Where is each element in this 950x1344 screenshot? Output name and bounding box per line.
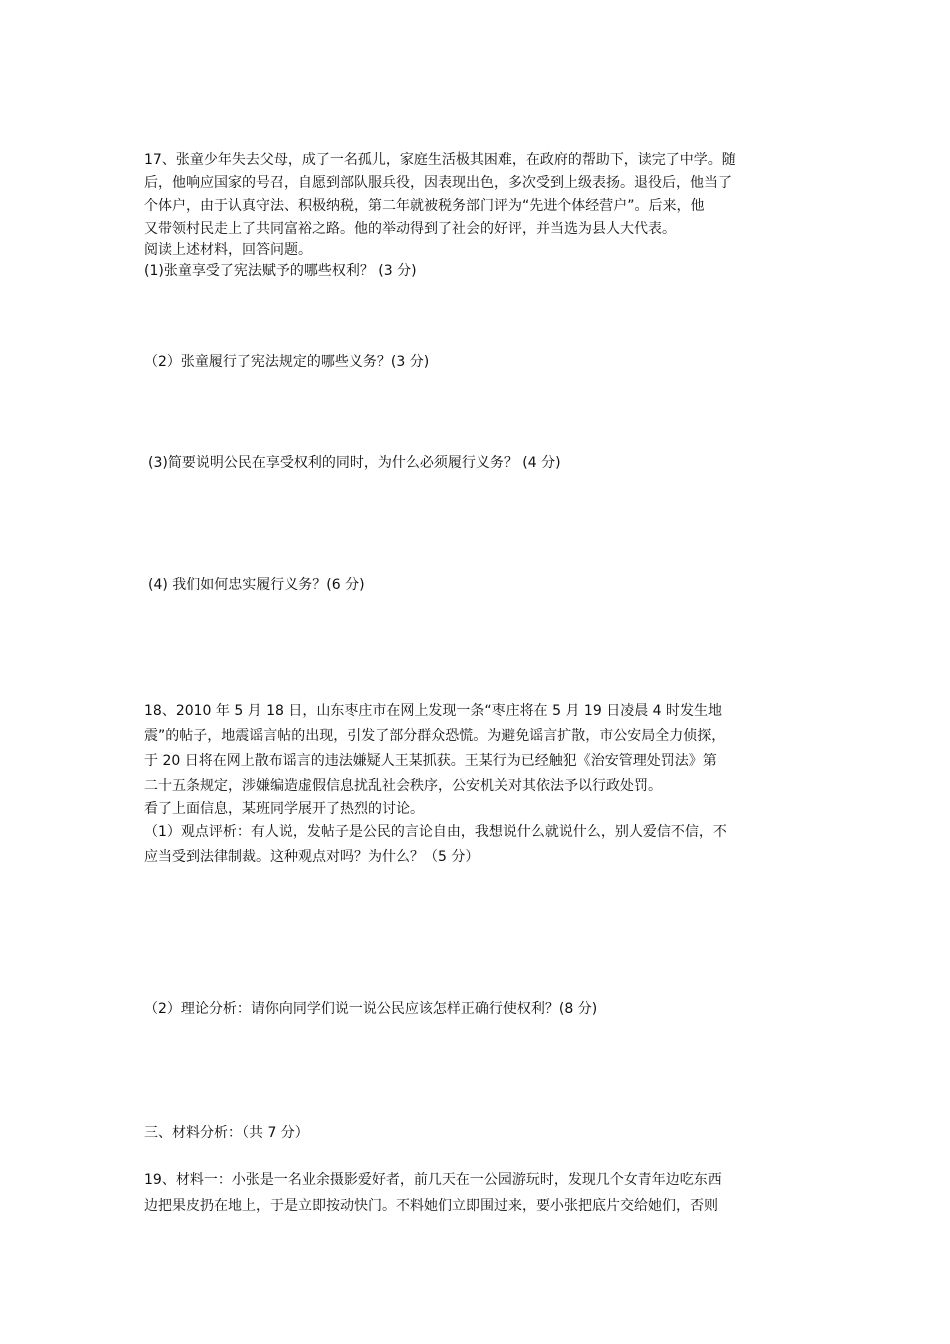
q17-line-4: 又带领村民走上了共同富裕之路。他的举动得到了社会的好评，并当选为县人大代表。 (144, 221, 676, 237)
q17-sub-question-4: (4) 我们如何忠实履行义务？(6 分) (148, 577, 365, 593)
q18-line-2: 震”的帖子，地震谣言帖的出现，引发了部分群众恐慌。为避免谣言扩散，市公安局全力侦探， (144, 728, 726, 744)
section-3-heading: 三、材料分析：（共 7 分） (144, 1125, 309, 1141)
q17-instruction: 阅读上述材料，回答问题。 (144, 242, 312, 258)
q17-sub-question-2: （2）张童履行了宪法规定的哪些义务？(3 分) (144, 354, 430, 370)
q17-line-3: 个体户，由于认真守法、积极纳税，第二年就被税务部门评为“先进个体经营户”。后来，他 (144, 198, 705, 214)
q18-line-5: 看了上面信息，某班同学展开了热烈的讨论。 (144, 801, 424, 817)
q18-line-1: 18、2010 年 5 月 18 日，山东枣庄市在网上发现一条“枣庄将在 5 月 19 日凌晨 4 时发生地 (144, 703, 722, 719)
q17-sub-question-3: (3)简要说明公民在享受权利的同时，为什么必须履行义务？ (4 分) (148, 455, 561, 471)
q19-line-2: 边把果皮扔在地上，于是立即按动快门。不料她们立即围过来，要小张把底片交给她们，否则 (144, 1198, 718, 1214)
q18-sub-question-2: （2）理论分析：请你向同学们说一说公民应该怎样正确行使权利？(8 分) (144, 1001, 598, 1017)
q17-line-2: 后，他响应国家的号召，自愿到部队服兵役，因表现出色，多次受到上级表扬。退役后，他当了 (144, 175, 732, 191)
q18-line-4: 二十五条规定，涉嫌编造虚假信息扰乱社会秩序，公安机关对其依法予以行政处罚。 (144, 778, 662, 794)
q18-sub-question-1-line-1: （1）观点评析：有人说，发帖子是公民的言论自由，我想说什么就说什么，别人爱信不信，不 (144, 824, 727, 840)
q18-sub-question-1-line-2: 应当受到法律制裁。这种观点对吗？为什么？（5 分） (144, 849, 480, 865)
q18-line-3: 于 20 日将在网上散布谣言的违法嫌疑人王某抓获。王某行为已经触犯《治安管理处罚法》第 (144, 753, 717, 769)
q19-line-1: 19、材料一：小张是一名业余摄影爱好者，前几天在一公园游玩时，发现几个女青年边吃东西 (144, 1172, 722, 1188)
q17-line-1: 17、张童少年失去父母，成了一名孤儿，家庭生活极其困难，在政府的帮助下，读完了中学。随 (144, 152, 736, 168)
q17-sub-question-1: (1)张童享受了宪法赋予的哪些权利？ (3 分) (144, 263, 417, 279)
